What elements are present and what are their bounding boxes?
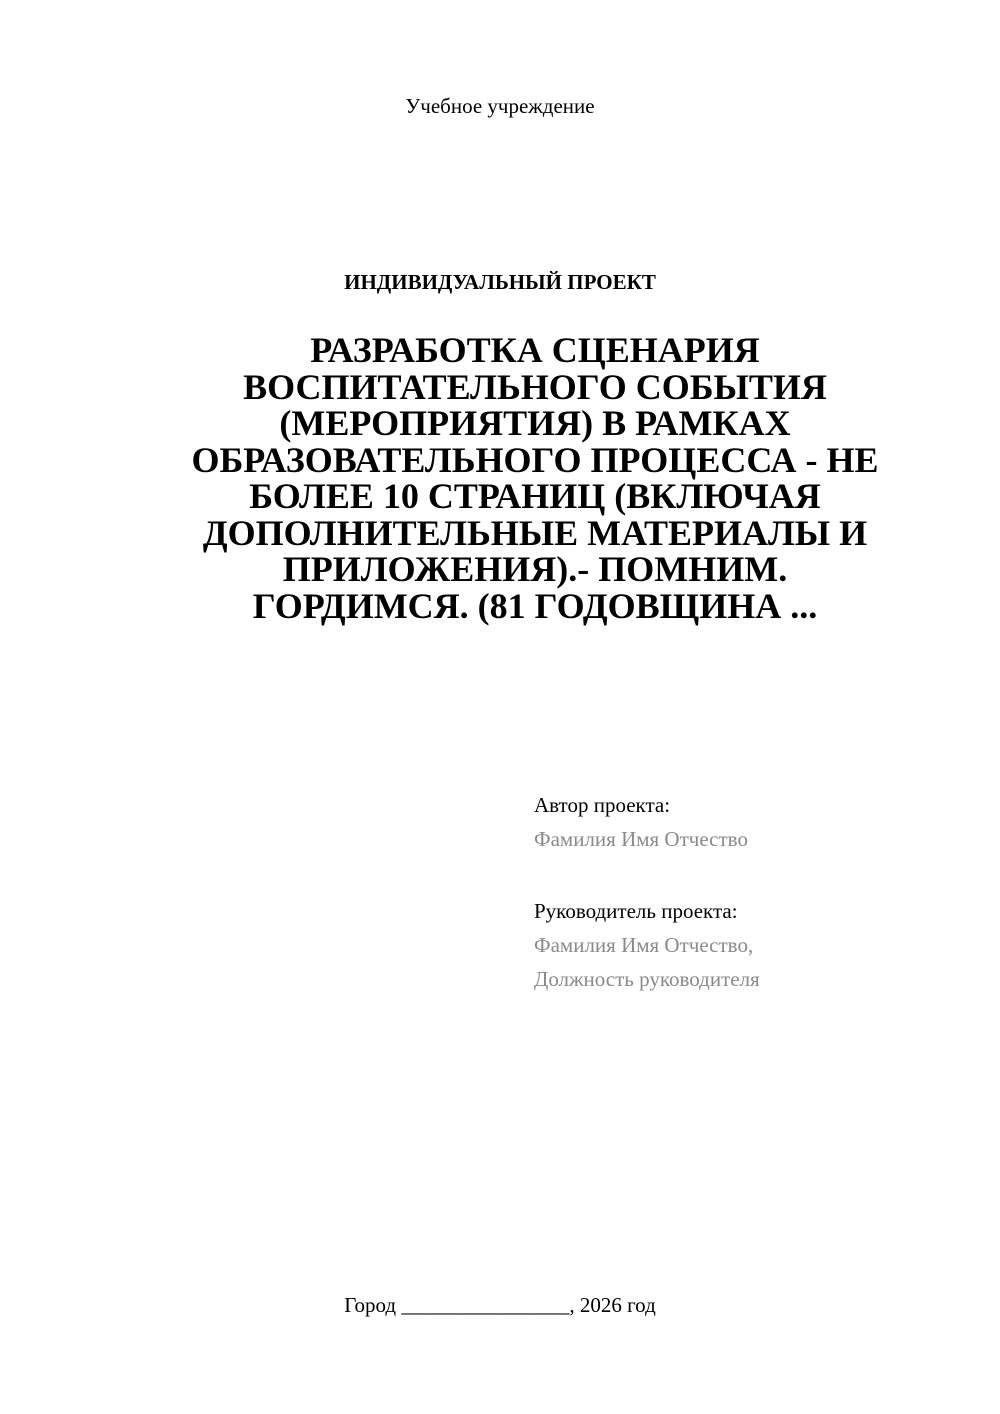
- author-block: [534, 788, 748, 856]
- title-line: ОБРАЗОВАТЕЛЬНОГО ПРОЦЕССА - НЕ: [191, 439, 879, 480]
- title-line: ГОРДИМСЯ. (81 ГОДОВЩИНА ...: [252, 585, 818, 626]
- document-title: [140, 332, 930, 624]
- institution-name: Учебное учреждение: [405, 94, 595, 118]
- supervisor-label: Руководитель проекта:: [534, 899, 738, 923]
- title-line: БОЛЕЕ 10 СТРАНИЦ (ВКЛЮЧАЯ: [249, 476, 821, 516]
- author-label: Автор проекта:: [534, 793, 671, 817]
- supervisor-name: Фамилия Имя Отчество,: [534, 933, 754, 957]
- supervisor-position: Должность руководителя: [534, 967, 760, 991]
- title-line: ДОПОЛНИТЕЛЬНЫЕ МАТЕРИАЛЫ И: [202, 512, 868, 553]
- title-line: ПРИЛОЖЕНИЯ).- ПОМНИМ.: [282, 549, 788, 589]
- document-type: ИНДИВИДУАЛЬНЫЙ ПРОЕКТ: [344, 270, 656, 294]
- title-line: ВОСПИТАТЕЛЬНОГО СОБЫТИЯ: [243, 366, 827, 407]
- author-name: Фамилия Имя Отчество: [534, 827, 748, 851]
- title-line: (МЕРОПРИЯТИЯ) В РАМКАХ: [279, 403, 791, 443]
- title-line: РАЗРАБОТКА СЦЕНАРИЯ: [310, 330, 760, 370]
- supervisor-block: [534, 894, 760, 996]
- city-year-footer: Город ________________, 2026 год: [344, 1293, 656, 1317]
